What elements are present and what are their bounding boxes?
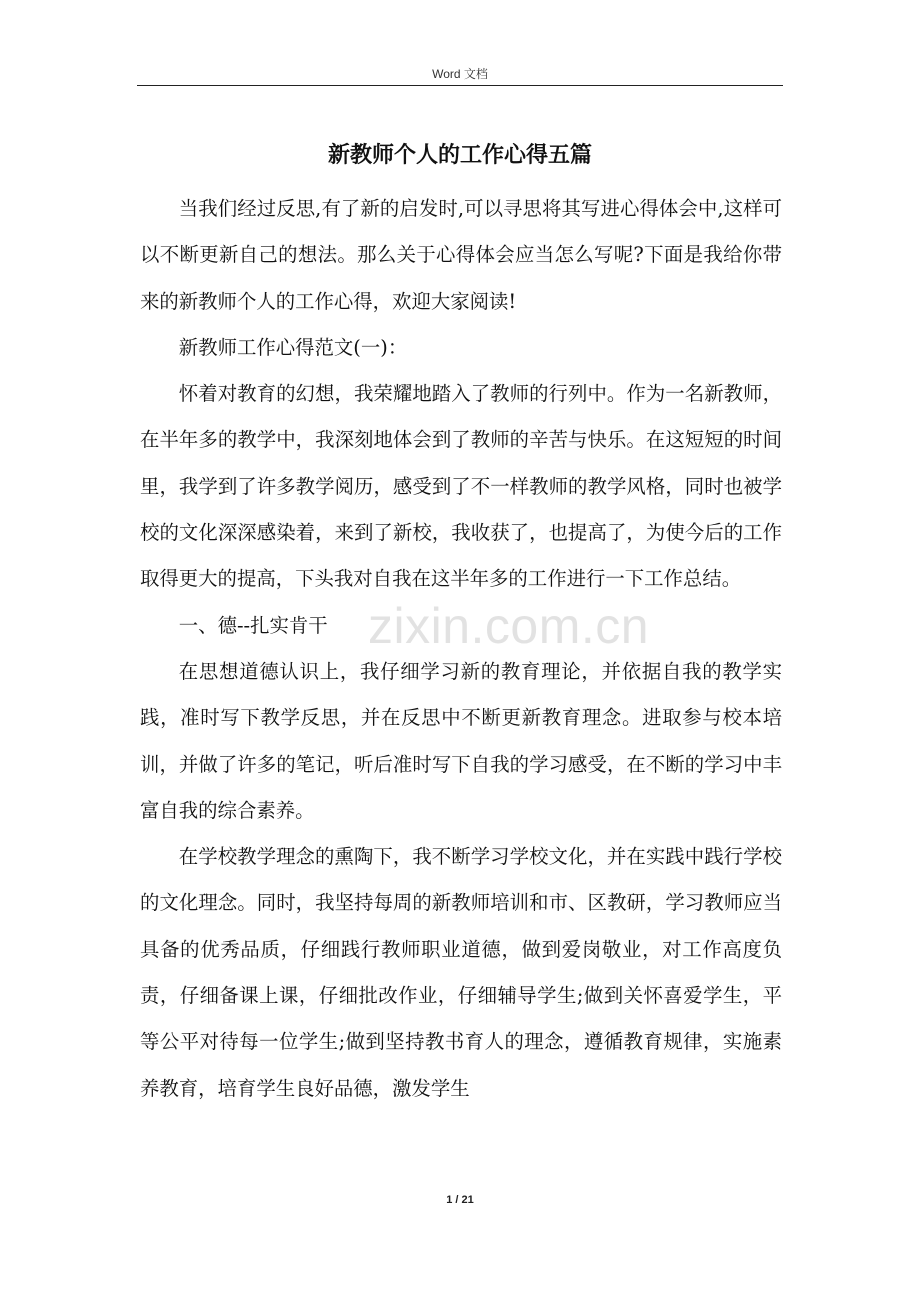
site-watermark: zixin.com.cn (368, 598, 650, 654)
section-heading-sample-one: 新教师工作心得范文(一)： (178, 335, 408, 359)
body-paragraph: 怀着对教育的幻想，我荣耀地踏入了教师的行列中。作为一名新教师，在半年多的教学中，我深刻地体会到了教师的辛苦与快乐。在这短短的时间里，我学到了许多教学阅历，感受到了不一样教师的教学风格，同时也被学校的文化深深感染着，来到了新校，我收获了，也提高了，为使今后的工作取得更大的提高，下头我对自我在这半年多的工作进行一下工作总结。 (140, 382, 782, 591)
intro-paragraph: 当我们经过反思,有了新的启发时,可以寻思将其写进心得体会中,这样可以不断更新自己的想法。那么关于心得体会应当怎么写呢?下面是我给你带来的新教师个人的工作心得，欢迎大家阅读! (140, 197, 782, 313)
header-divider (137, 85, 783, 86)
page-number: 1 / 21 (446, 1194, 474, 1206)
body-paragraph: 在学校教学理念的熏陶下，我不断学习学校文化，并在实践中践行学校的文化理念。同时，我坚持每周的新教师培训和市、区教研，学习教师应当具备的优秀品质，仔细践行教师职业道德，做到爱岗敬业，对工作高度负责，仔细备课上课，仔细批改作业，仔细辅导学生;做到关怀喜爱学生，平等公平对待每一位学生;做到坚持教书育人的理念，遵循教育规律，实施素养教育，培育学生良好品德，激发学生 (140, 845, 782, 1100)
document-header-label: Word 文档 (432, 67, 488, 81)
body-paragraph: 在思想道德认识上，我仔细学习新的教育理论，并依据自我的教学实践，准时写下教学反思，并在反思中不断更新教育理念。进取参与校本培训，并做了许多的笔记，听后准时写下自我的学习感受，在不断的学习中丰富自我的综合素养。 (140, 659, 782, 822)
subsection-heading-morality: 一、德--扎实肯干 (178, 613, 328, 637)
document-title: 新教师个人的工作心得五篇 (327, 142, 592, 168)
